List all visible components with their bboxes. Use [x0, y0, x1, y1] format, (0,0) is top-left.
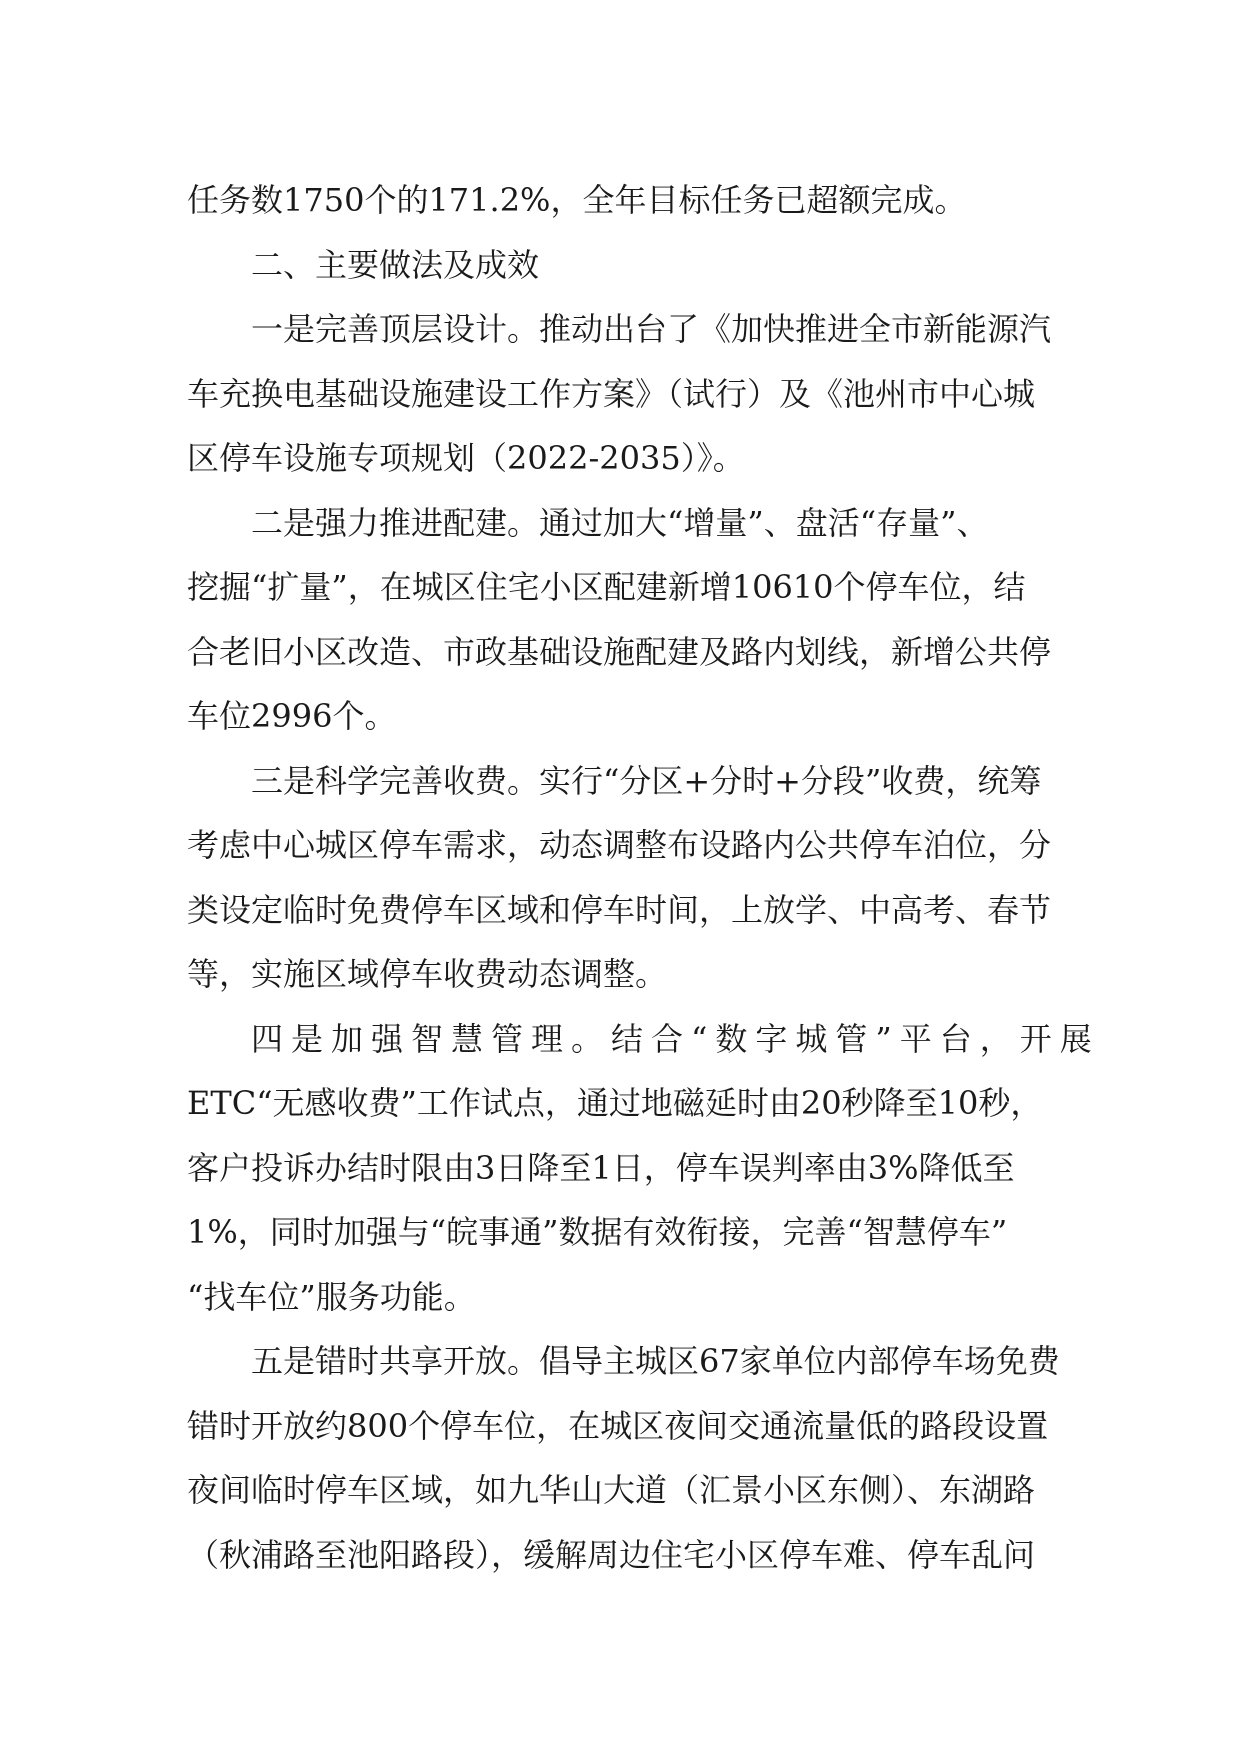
- text-line-15: ETC“无感收费”工作试点，通过地磁延时由20秒降至10秒，: [187, 1084, 1043, 1122]
- text-line-8: 合老旧小区改造、市政基础设施配建及路内划线，新增公共停: [187, 632, 1052, 671]
- text-line-17: 1%，同时加强与“皖事通”数据有效衔接，完善“智慧停车”: [187, 1213, 1008, 1251]
- text-line-11: 考虑中心城区停车需求，动态调整布设路内公共停车泊位，分: [187, 826, 1052, 864]
- text-line-18: “找车位”服务功能。: [187, 1277, 476, 1316]
- text-line-13: 等，实施区域停车收费动态调整。: [187, 955, 668, 993]
- text-line-10: 三是科学完善收费。实行“分区+分时+分段”收费，统筹: [251, 761, 1042, 800]
- text-line-19: 五是错时共享开放。倡导主城区67家单位内部停车场免费: [251, 1342, 1060, 1380]
- text-line-7: 挖掘“扩量”，在城区住宅小区配建新增10610个停车位，结: [187, 568, 1026, 606]
- text-line-20: 错时开放约800个停车位，在城区夜间交通流量低的路段设置: [187, 1406, 1049, 1445]
- section-heading: 二、主要做法及成效: [251, 245, 540, 284]
- text-line-4: 车充换电基础设施建设工作方案》（试行）及《池州市中心城: [187, 374, 1036, 413]
- text-line-9: 车位2996个。: [187, 697, 397, 735]
- text-line-5: 区停车设施专项规划（2022-2035）》。: [187, 439, 745, 477]
- text-line-16: 客户投诉办结时限由3日降至1日，停车误判率由3%降低至: [187, 1148, 1015, 1187]
- text-line-21: 夜间临时停车区域，如九华山大道（汇景小区东侧）、东湖路: [187, 1471, 1036, 1509]
- document-body: [187, 168, 1100, 1587]
- text-line-12: 类设定临时免费停车区域和停车时间，上放学、中高考、春节: [187, 890, 1052, 929]
- text-line-1: 任务数1750个的171.2%，全年目标任务已超额完成。: [187, 181, 967, 219]
- text-line-14: 四是加强智慧管理。结合“数字城管”平台，开展: [251, 1019, 1100, 1058]
- text-line-22: （秋浦路至池阳路段），缓解周边住宅小区停车难、停车乱问: [187, 1535, 1036, 1574]
- text-line-3: 一是完善顶层设计。推动出台了《加快推进全市新能源汽: [251, 310, 1052, 348]
- text-line-6: 二是强力推进配建。通过加大“增量”、盘活“存量”、: [251, 503, 989, 542]
